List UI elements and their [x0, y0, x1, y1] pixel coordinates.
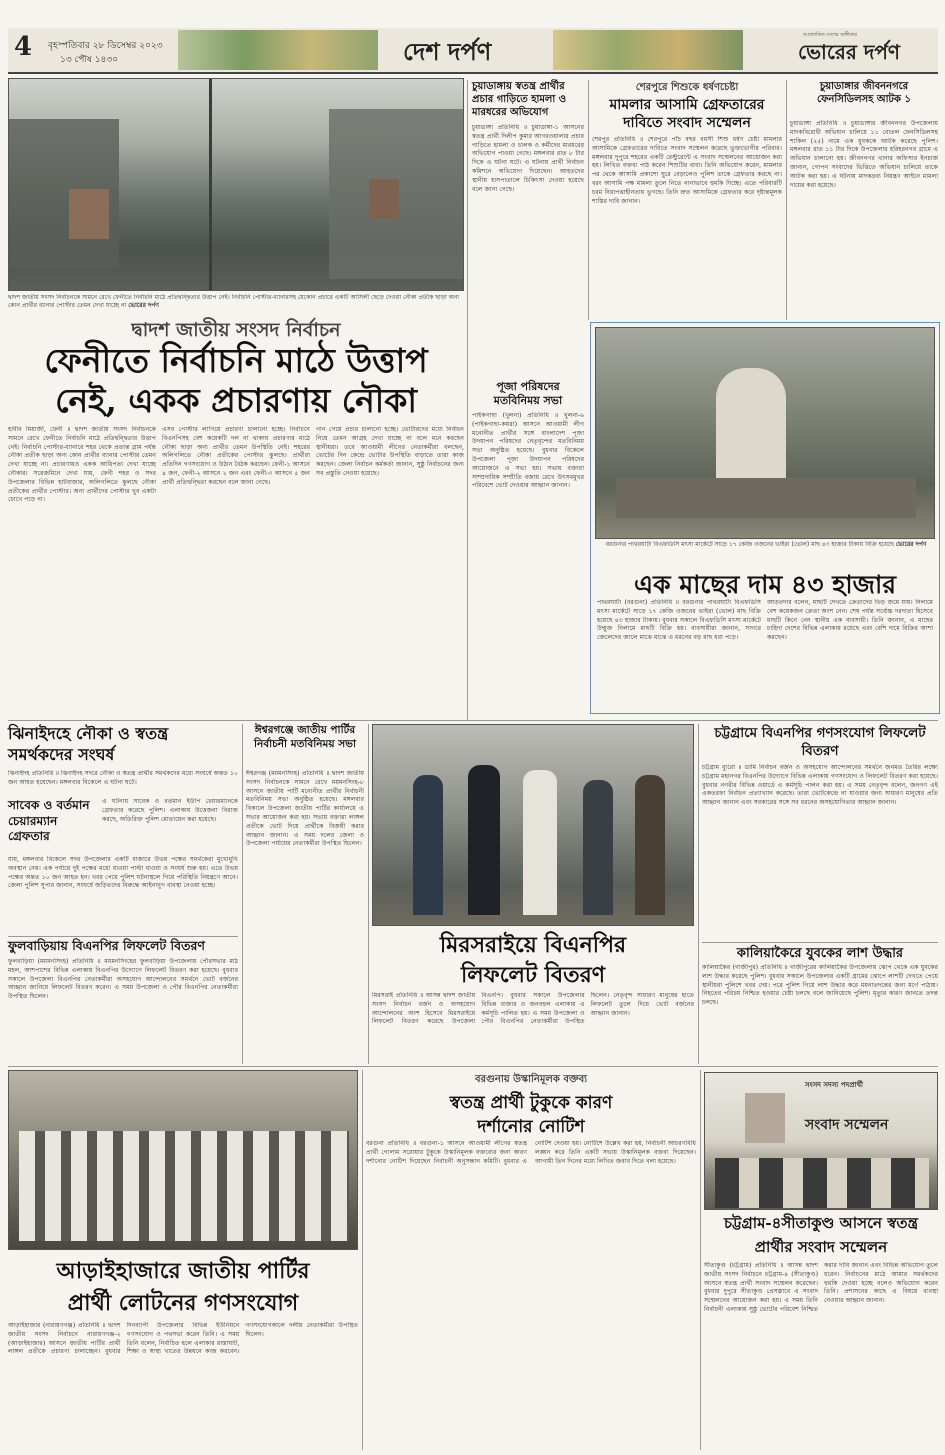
barguna-kicker: বরগুনায় উস্কানিমূলক বক্তব্য	[474, 1074, 588, 1085]
fish-headline: এক মাছের দাম ৪৩ হাজার	[634, 570, 896, 599]
lead-photo-street	[8, 78, 464, 291]
ishwarganj-headline: ঈশ্বরগঞ্জে জাতীয় পার্টির নির্বাচনী মতবিনিময় সভা	[253, 724, 357, 750]
araihazar-headline-line2: প্রার্থী লোটনের গণসংযোগ	[67, 1290, 299, 1316]
page-header	[8, 28, 938, 74]
lead-photo-caption: দ্বাদশ জাতীয় সংসদ নির্বাচনকে সামনে রেখে ফেনীতে নির্বাচনি মাঠে প্রতিদ্বন্দ্বিতার উত্তাপ নেই। নির্বাচনি পোস্টার-ব্যানারসহ যেকোন প্রচারে একটি আসিলী ছেড়ে দেওয়া নৌকা প্রতীক ছাড়া অন্য কোন প্রার্থীর ব্যানার পোস্টার তেমন দেখা যাচ্ছে না ভোরের দর্পণ	[8, 294, 460, 310]
sitakunda-photo-banner: সংসদ সদস্য পদপ্রার্থী	[805, 1081, 863, 1089]
sherpur-headline: মামলার আসামি গ্রেফতারের দাবিতে সংবাদ সম্মেলন	[609, 97, 765, 132]
sitakunda-press-photo	[704, 1072, 938, 1210]
sherpur-body: শেরপুর প্রতিনিধি ॥ শেরপুরে পাঁচ বছর বয়সী শিশু ধর্ষণ চেষ্টা মামলার আসামিকে গ্রেফতারের দাবিতে সংবাদ সম্মেলন করেছে ভুক্তভোগীর পরিবার। মঙ্গলবার দুপুরে শহরের একটি রেস্টুরেন্টে এ সংবাদ সম্মেলনের আয়োজন করা হয়। লিখিত বক্তব্য পাঠ করেন শিশুটির বাবা। তিনি অভিযোগ করেন, মামলার পর থেকে আসামি প্রকাশ্যে ঘুরে বেড়ালেও পুলিশ তাকে গ্রেফতার করছে না। বরং আসামি পক্ষ মামলা তুলে নিতে নানাভাবে হুমকি দিচ্ছে। এতে পরিবারটি চরম নিরাপত্তাহীনতায় ভুগছে। তিনি দ্রুত আসামিকে গ্রেফতার করে দৃষ্টান্তমূলক শাস্তির দাবি জানান।	[592, 136, 782, 205]
barguna-headline-line1: স্বতন্ত্র প্রার্থী টুকুকে কারণ	[449, 1093, 613, 1113]
sitakunda-headline-line1: চট্টগ্রাম-৪সীতাকুণ্ড আসনে স্বতন্ত্র	[723, 1214, 919, 1232]
sitakunda-photo-text: সংবাদ সম্মেলন	[805, 1117, 889, 1133]
lead-body-col1: হাবীব মিয়াজী, ফেনী ॥ দ্বাদশ জাতীয় সংসদ নির্বাচনকে সামনে রেখে ফেনীতে নির্বাচনি মাঠে প্রতিদ্বন্দ্বিতার উত্তাপ নেই। নির্বাচনি পোস্টার-ব্যানারে শহর থেকে প্রত্যন্ত গ্রাম পর্যন্ত নৌকা প্রতীক ছাড়া অন্য কোন প্রার্থীর ব্যানার পোস্টার তেমন দেখা যাচ্ছে না। প্রচারণায়ও একক আধিপত্য দেখা যাচ্ছে নৌকার। সরেজমিনে দেখা যায়, ফেনী শহর ও সদর উপজেলার বিভিন্ন হাটবাজার, অলিগলিতে ঝুলছে নৌকা প্রতীকের প্রার্থীর পোস্টার। অন্য প্রার্থীদের পোস্টার খুব একটা চোখে পড়ে না।	[8, 426, 156, 504]
ctg-bnp-headline: চট্টগ্রামে বিএনপির গণসংযোগ লিফলেট বিতরণ	[714, 725, 926, 760]
mirsarai-headline-line2: লিফলেট বিতরণ	[460, 962, 606, 988]
jhenaidah-headline: ঝিনাইদহে নৌকা ও স্বতন্ত্র সমর্থকদের সংঘর্ষ	[8, 724, 169, 764]
sitakunda-body: সীতাকুণ্ড (চট্টগ্রাম) প্রতিনিধি ॥ আসন্ন দ্বাদশ জাতীয় সংসদ নির্বাচনে চট্টগ্রাম-৪ (সীতাকুণ্ড) আসনে স্বতন্ত্র প্রার্থী সংবাদ সম্মেলন করেছেন। বুধবার দুপুরে সীতাকুণ্ড প্রেসক্লাবে এ সংবাদ সম্মেলনের আয়োজন করা হয়। এ সময় তিনি নির্বাচনী এলাকায় সুষ্ঠু ভোটের পরিবেশ নিশ্চিত করার দাবি জানান এবং বিভিন্ন অভিযোগ তুলে ধরেন। নির্বাচনের মাঠে আমার সমর্থকদের হুমকি দেওয়া হচ্ছে বলেও অভিযোগ করেন তিনি। প্রশাসনের কাছে এ বিষয়ে ব্যবস্থা নেওয়ার আহ্বান জানান।	[704, 1262, 938, 1313]
page-number: 4	[14, 32, 33, 62]
puja-parishad-body: পাইকগাছা (খুলনা) প্রতিনিধি ॥ খুলনা-৬ (পাইকগাছা-কয়রা) আসনে আওয়ামী লীগ মনোনীত প্রার্থীর সঙ্গে বাংলাদেশ পূজা উদযাপন পরিষদের নেতৃবৃন্দের মতবিনিময় সভা অনুষ্ঠিত হয়েছে। বুধবার বিকেলে উপজেলা পূজা উদযাপন পরিষদের আয়োজনে এ সভা হয়। সভায় বক্তারা সাম্প্রদায়িক সম্প্রীতি বজায় রেখে উৎসবমুখর পরিবেশে ভোট দেওয়ার আহ্বান জানান।	[472, 412, 584, 490]
mirsarai-leaflet-photo	[372, 724, 694, 926]
araihazar-body: আড়াইহাজার (নারায়ণগঞ্জ) প্রতিনিধি ॥ দ্বাদশ জাতীয় সংসদ নির্বাচনে নারায়ণগঞ্জ-২ (আড়াইহাজার) আসনে জাতীয় পার্টির প্রার্থী লাঙ্গল প্রতীকে প্রচারণা চালাচ্ছেন। বুধবার দিনব্যাপী উপজেলার বিভিন্ন ইউনিয়নে গণসংযোগ ও পথসভা করেন তিনি। এ সময় তিনি বলেন, নির্বাচিত হলে এলাকার রাস্তাঘাট, শিক্ষা ও স্বাস্থ্য খাতের উন্নয়নে কাজ করবেন। গণসংযোগকালে দলীয় নেতাকর্মীরা উপস্থিত ছিলেন।	[8, 1322, 358, 1356]
jhenaidah-body-2: এ ঘটনায় সাবেক ও বর্তমান ইউপি চেয়ারম্যানকে গ্রেফতার করেছে পুলিশ। এলাকায় উত্তেজনা বিরাজ করছে, অতিরিক্ত পুলিশ মোতায়েন করা হয়েছে।	[102, 798, 238, 823]
fish-photo	[595, 327, 935, 539]
barguna-body: বরগুনা প্রতিনিধি ॥ বরগুনা-১ আসনে আওয়ামী লীগের স্বতন্ত্র প্রার্থী গোলাম সরোয়ার টুকুকে উস্কানিমূলক বক্তব্যের জন্য কারণ দর্শানোর নোটিশ দিয়েছেন নির্বাচনী অনুসন্ধান কমিটি। বুধবার এ নোটিশ দেওয়া হয়। নোটিশে উল্লেখ করা হয়, নির্বাচনী আচরণবিধি লঙ্ঘন করে তিনি একটি সভায় উস্কানিমূলক বক্তব্য দিয়েছেন। আগামী তিন দিনের মধ্যে লিখিত জবাব দিতে বলা হয়েছে।	[366, 1140, 696, 1165]
masthead-tagline: আলোকিত দেশের অঙ্গীকার	[803, 32, 858, 38]
chuadanga-attack-headline: চুয়াডাঙ্গায় স্বতন্ত্র প্রার্থীর প্রচার গাড়িতে হামলা ও মারধরের অভিযোগ	[472, 81, 567, 118]
fish-body-col2: আড়তদার বলেন, মাছটি দেখতে ক্রেতাদের ভিড় জমে যায়। নিলামে বেশ কয়েকজন ক্রেতা অংশ নেন। শেষ পর্যন্ত সর্বোচ্চ দরদাতা হিসেবে মাছটি কিনে নেন স্থানীয় এক ব্যবসায়ী। তিনি জানান, এ মাছের চাহিদা দেশের বিভিন্ন এলাকায় রয়েছে এবং বেশি দামে বিক্রির আশা করছেন।	[767, 599, 933, 642]
chuadanga-arrest-body: চুয়াডাঙ্গা প্রতিনিধি ॥ চুয়াডাঙ্গার জীবননগর উপজেলায় মাদকবিরোধী অভিযান চালিয়ে ১১ বোতল ফেনসিডিলসহ শাকিল (২৫) নামে এক যুবককে আটক করেছে পুলিশ। মঙ্গলবার রাত ১১ টার দিকে উপজেলার হরিহরনগর গ্রামে এ অভিযান চালানো হয়। জীবননগর থানার অফিসার ইনচার্জ জানান, গোপন সংবাদের ভিত্তিতে অভিযান চালিয়ে তাকে আটক করা হয়। এ ঘটনায় মাদকদ্রব্য নিয়ন্ত্রণ আইনে মামলা দায়ের করা হয়েছে।	[790, 120, 938, 189]
fish-body-col1: পাথরঘাটা (বরগুনা) প্রতিনিধি ॥ বরগুনার পাথরঘাটা বিএফডিসি মৎস্য মার্কেটে সাড়ে ১৭ কেজি ওজনের ভাইরা (ভোল) মাছ বিক্রি হয়েছে ৪৩ হাজার টাকায়। বুধবার সকালে বিএফডিসি মৎস্য মার্কেটে উন্মুক্ত নিলামে মাছটি বিক্রি হয়। ব্যবসায়ীরা জানান, সাগরে জেলেদের জালে মাঝে মাঝে এ ধরনের বড় মাছ ধরা পড়ে।	[597, 599, 761, 642]
mirsarai-body: মিরসরাই প্রতিনিধি ॥ আসন্ন দ্বাদশ জাতীয় সংসদ নির্বাচন বর্জন ও অসহযোগ আন্দোলনের অংশ হিসেবে মিরসরাইয়ে লিফলেট বিতরণ করেছে উপজেলা বিএনপি। বুধবার সকালে উপজেলার বিভিন্ন বাজার ও জনবহুল এলাকায় এ কর্মসূচি পালিত হয়। এ সময় উপজেলা ও পৌর বিএনপির নেতাকর্মীরা উপস্থিত ছিলেন। নেতৃবৃন্দ সাধারণ মানুষের হাতে লিফলেট তুলে দিয়ে ভোট বর্জনের আহ্বান জানান।	[372, 992, 694, 1026]
lead-kicker: দ্বাদশ জাতীয় সংসদ নির্বাচন	[131, 319, 341, 341]
barguna-headline-line2: দর্শানোর নোটিশ	[477, 1117, 585, 1137]
masthead-logo: ভোরের দর্পণ	[798, 40, 900, 64]
lead-headline-line2: নেই, একক প্রচারণায় নৌকা	[55, 381, 417, 420]
fulbaria-headline: ফুলবাড়িয়ায় বিএনপির লিফলেট বিতরণ	[8, 938, 205, 953]
puja-parishad-headline: পূজা পরিষদের মতবিনিময় সভা	[493, 380, 563, 408]
ctg-bnp-body: চট্টগ্রাম ব্যুরো ॥ ডামি নির্বাচন বর্জন ও অসহযোগ আন্দোলনের সমর্থনে জনমত তৈরির লক্ষ্যে চট্টগ্রাম মহানগর বিএনপির উদ্যোগে বিভিন্ন এলাকায় গণসংযোগ ও লিফলেট বিতরণ করা হয়েছে। বুধবার নগরীর বিভিন্ন ওয়ার্ডে এ কর্মসূচি পালন করা হয়। এ সময় নেতৃবৃন্দ বলেন, জনগণ এই একতরফা নির্বাচন প্রত্যাখ্যান করেছে। তারা ভোটকেন্দ্রে না যাওয়ার জন্য সাধারণ মানুষের প্রতি আহ্বান জানান এবং সরকারের সঙ্গে সব ধরনের অসহযোগিতার আহ্বান জানান।	[702, 764, 938, 807]
chuadanga-arrest-headline: চুয়াডাঙ্গার জীবননগরে ফেনসিডিলসহ আটক ১	[817, 81, 911, 105]
araihazar-campaign-photo	[8, 1070, 358, 1250]
lead-headline-line1: ফেনীতে নির্বাচনি মাঠে উত্তাপ	[44, 341, 428, 380]
mirsarai-headline-line1: মিরসরাইয়ে বিএনপির	[439, 932, 627, 958]
fish-photo-caption: বরগুনার পাথরঘাটা বিএফডিসি মৎস্য মার্কেটে সাড়ে ১৭ কেজি ওজনের ভাইরা (ভোল) মাছ ৪৩ হাজার টাকায় বিক্রি হয়েছে ভোরের দর্পণ	[605, 541, 927, 548]
jhenaidah-sub-headline: সাবেক ও বর্তমান চেয়ারম্যান গ্রেফতার	[8, 798, 90, 844]
sherpur-kicker: শেরপুরে শিশুকে ধর্ষণচেষ্টা	[635, 82, 739, 93]
ishwarganj-body: ঈশ্বরগঞ্জ (ময়মনসিংহ) প্রতিনিধি ॥ দ্বাদশ জাতীয় সংসদ নির্বাচনকে সামনে রেখে ময়মনসিংহ-৮ আসনে জাতীয় পার্টি মনোনীত প্রার্থীর নির্বাচনী মতবিনিময় সভা অনুষ্ঠিত হয়েছে। মঙ্গলবার বিকালে উপজেলা জাতীয় পার্টির কার্যালয়ে এ সভার আয়োজন করা হয়। সভায় বক্তারা লাঙ্গল প্রতীকে ভোট দিয়ে প্রার্থীকে বিজয়ী করার আহ্বান জানান। এ সময় দলের জেলা ও উপজেলা পর্যায়ের নেতাকর্মীরা উপস্থিত ছিলেন।	[246, 770, 364, 848]
araihazar-headline-line1: আড়াইহাজারে জাতীয় পার্টির	[56, 1258, 310, 1284]
fulbaria-body: ফুলবাড়িয়া (ময়মনসিংহ) প্রতিনিধি ॥ ময়মনসিংহের ফুলবাড়িয়া উপজেলায় পৌরসভার মাঠ মহল, আশপাশের বিভিন্ন এলাকায় বিএনপির উদ্যোগে লিফলেট বিতরণ করা হয়েছে। বুধবার সকালে উপজেলা বিএনপির নেতাকর্মীরা অসহযোগ আন্দোলনের সমর্থনে ভোট বর্জনের আহ্বান জানিয়ে লিফলেট বিতরণ করেন। এ সময় উপজেলা ও পৌর বিএনপির নেতাকর্মীরা উপস্থিত ছিলেন।	[8, 958, 238, 1001]
kaliakoir-headline: কালিয়াকৈরে যুবকের লাশ উদ্ধার	[736, 946, 904, 961]
lead-body-col2: এসব পোস্টার লাগিয়ে প্রচারণা চালানো হচ্ছে। নির্বাচনে বিএনপিসহ বেশ কয়েকটি দল না থাকায় প্রচারণার মাঠে নৌকা ছাড়া অন্য প্রার্থীর তেমন উপস্থিতি নেই। শহরের অলিগলিতে নৌকা প্রতীকের পোস্টার ঝুলছে। প্রার্থীরা প্রতিদিন গণসংযোগ ও উঠান বৈঠক করছেন। ফেনী-১ আসনে ৪ জন, ফেনী-২ আসনে ২ জন এবং ফেনী-৩ আসনে ৫ জন প্রার্থী প্রতিদ্বন্দ্বিতা করছেন বলে জানা গেছে।	[162, 426, 310, 486]
fish-story-box	[590, 322, 940, 714]
header-banner-image-left	[178, 30, 378, 70]
header-banner-image-right	[553, 30, 743, 70]
date-line-2: ১৩ পৌষ ১৪৩০	[60, 55, 119, 65]
jhenaidah-body-3: যায়, মঙ্গলবার বিকেলে সদর উপজেলার একটি বাজারে উভয় পক্ষের সমর্থকেরা মুখোমুখি অবস্থান নেয়। এক পর্যায়ে দুই পক্ষের মধ্যে ধাওয়া পাল্টা ধাওয়া ও সংঘর্ষ শুরু হয়। এতে উভয় পক্ষের অন্তত ১০ জন আহত হন। খবর পেয়ে পুলিশ ঘটনাস্থলে গিয়ে পরিস্থিতি নিয়ন্ত্রণে আনে। জেলা পুলিশ সুপার জানান, সংঘর্ষে জড়িতদের বিরুদ্ধে আইনানুগ ব্যবস্থা নেওয়া হচ্ছে।	[8, 856, 238, 890]
sitakunda-headline-line2: প্রার্থীর সংবাদ সম্মেলন	[754, 1238, 888, 1256]
lead-body-col3: গান গেয়ে প্রচার চালানো হচ্ছে। ভোটারদের মধ্যে নির্বাচন নিয়ে তেমন আগ্রহ দেখা যাচ্ছে না বলে মনে করছেন স্থানীয়রা। তবে আওয়ামী লীগের নেতাকর্মীরা বলছেন, ভোটের দিন কেন্দ্রে ভোটার উপস্থিতি বাড়াতে তারা কাজ করছেন। জেলা নির্বাচন কর্মকর্তা জানান, সুষ্ঠু নির্বাচনের জন্য সব প্রস্তুতি নেওয়া হয়েছে।	[316, 426, 464, 477]
kaliakoir-body: কালিয়াকৈর (গাজীপুর) প্রতিনিধি ॥ গাজীপুরের কালিয়াকৈর উপজেলায় ঝোপ থেকে এক যুবকের লাশ উদ্ধার করেছে পুলিশ। বুধবার সকালে উপজেলার একটি গ্রামের ঝোপে লাশটি দেখতে পেয়ে স্থানীয়রা পুলিশে খবর দেয়। পরে পুলিশ গিয়ে লাশ উদ্ধার করে ময়নাতদন্তের জন্য মর্গে পাঠায়। নিহতের পরিচয় নিশ্চিত হওয়ার চেষ্টা চলছে বলে জানিয়েছে পুলিশ। মৃত্যুর কারণ জানতে তদন্ত চলছে।	[702, 964, 938, 1007]
date-line-1: বৃহস্পতিবার ২৮ ডিসেম্বর ২০২৩	[48, 41, 163, 51]
section-title: দেশ দর্পণ	[403, 37, 492, 66]
chuadanga-attack-body: চুয়াডাঙ্গা প্রতিনিধি ॥ চুয়াডাঙ্গা-১ আসনের স্বতন্ত্র প্রার্থী দিলীপ কুমার আগরওয়ালার প্রচার গাড়িতে হামলা ও চালক ও কর্মীদের মারধরের অভিযোগ পাওয়া গেছে। মঙ্গলবার রাত ৮ টার দিকে এ ঘটনা ঘটে। এ ঘটনায় প্রার্থী নির্বাচন কমিশনে অভিযোগ দিয়েছেন। আহতদের স্থানীয় হাসপাতালে চিকিৎসা দেওয়া হয়েছে বলে জানা গেছে।	[472, 124, 584, 193]
jhenaidah-body-1: ঝিনাইদহ প্রতিনিধি ॥ ঝিনাইদহ সদরে নৌকা ও স্বতন্ত্র প্রার্থীর সমর্থকদের মধ্যে সংঘর্ষে অন্তত ১০ জন আহত হয়েছেন। মঙ্গলবার বিকেলে এ ঘটনা ঘটে।	[8, 770, 238, 786]
